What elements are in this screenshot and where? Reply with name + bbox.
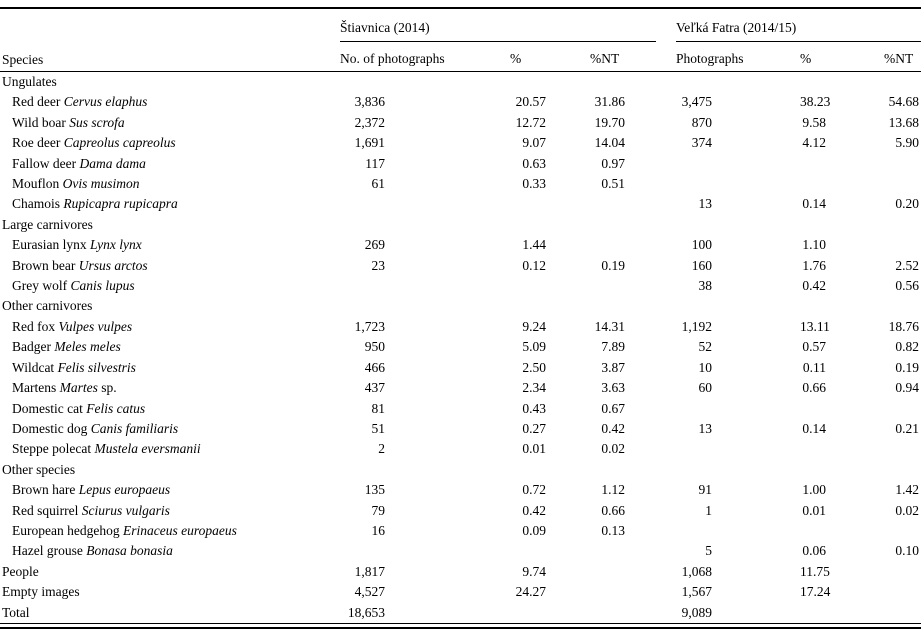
value-cell xyxy=(800,296,884,316)
species-latin-name: Sus scrofa xyxy=(69,114,125,130)
species-column-header: Species xyxy=(0,8,340,72)
value-cell: 14.31 xyxy=(594,318,626,334)
value-cell xyxy=(800,154,884,174)
group-header-stiavnica: Štiavnica (2014) xyxy=(340,8,656,42)
spacer-cell xyxy=(656,215,676,235)
value-cell xyxy=(884,439,921,459)
value-cell xyxy=(800,460,884,480)
value-cell: 79 xyxy=(371,502,385,518)
species-latin-name: Dama dama xyxy=(79,155,146,171)
table-row xyxy=(0,133,921,153)
species-cell xyxy=(0,378,340,398)
value-cell xyxy=(590,215,656,235)
species-cell xyxy=(0,358,340,378)
value-cell: 0.51 xyxy=(601,176,626,192)
value-cell xyxy=(590,541,656,561)
group-row xyxy=(0,72,921,93)
spacer-cell xyxy=(656,460,676,480)
species-cell xyxy=(0,521,340,541)
spacer-cell xyxy=(656,603,676,624)
species-common-name: Chamois xyxy=(12,196,64,212)
value-cell xyxy=(590,460,656,480)
value-cell: 0.27 xyxy=(522,420,546,436)
value-cell: 1,723 xyxy=(354,318,385,334)
value-cell xyxy=(884,215,921,235)
value-cell: 2,372 xyxy=(354,114,385,130)
value-cell xyxy=(340,541,505,561)
value-cell: 0.11 xyxy=(802,359,827,375)
value-cell: 0.57 xyxy=(802,339,827,355)
value-cell xyxy=(505,215,590,235)
value-cell xyxy=(505,603,590,624)
species-common-name: Hazel grouse xyxy=(12,543,87,559)
spacer-cell xyxy=(656,399,676,419)
value-cell xyxy=(800,215,884,235)
value-cell xyxy=(590,296,656,316)
value-cell: 24.27 xyxy=(515,584,546,600)
value-cell: 117 xyxy=(365,155,385,171)
species-latin-name: Mustela eversmanii xyxy=(94,441,201,457)
value-cell xyxy=(676,154,800,174)
species-latin-name: Erinaceus europaeus xyxy=(122,522,237,538)
species-latin-name: Meles meles xyxy=(54,339,121,355)
value-cell: 437 xyxy=(364,380,385,396)
spacer-cell xyxy=(656,194,676,214)
species-cell xyxy=(0,276,340,296)
table-row xyxy=(0,317,921,337)
value-cell: 0.14 xyxy=(802,196,827,212)
col-header-pctnt-velka-fatra: %NT xyxy=(884,42,921,72)
species-cell xyxy=(0,317,340,337)
value-cell: 0.14 xyxy=(802,420,827,436)
species-cell xyxy=(0,501,340,521)
value-cell: 0.06 xyxy=(802,543,827,559)
species-common-name: Martens xyxy=(12,380,60,396)
value-cell: 3,836 xyxy=(354,94,385,110)
group-label-cell: Other carnivores xyxy=(2,298,93,314)
value-cell: 1.10 xyxy=(802,237,827,253)
species-cell xyxy=(0,439,340,459)
species-latin-name: Felis catus xyxy=(86,400,146,416)
species-latin-name: Ursus arctos xyxy=(78,257,148,273)
value-cell: 0.20 xyxy=(895,196,920,212)
species-common-name: Red deer xyxy=(12,94,64,110)
value-cell: 1,817 xyxy=(354,563,385,579)
value-cell: 23 xyxy=(371,257,385,273)
table-row xyxy=(0,92,921,112)
species-latin-name: Vulpes vulpes xyxy=(58,318,133,334)
value-cell: 17.24 xyxy=(800,584,831,600)
value-cell xyxy=(505,296,590,316)
value-cell: 1,567 xyxy=(681,584,713,600)
species-common-name: Red fox xyxy=(12,318,59,334)
value-cell: 9.07 xyxy=(522,135,546,151)
table-row xyxy=(0,113,921,133)
table-row xyxy=(0,439,921,459)
species-latin-name: Cervus elaphus xyxy=(63,94,148,110)
value-cell: 0.21 xyxy=(895,420,920,436)
species-common-name: Steppe polecat xyxy=(12,441,95,457)
value-cell: 13.11 xyxy=(800,318,830,334)
value-cell xyxy=(800,174,884,194)
col-header-pct-stiavnica: % xyxy=(505,42,590,72)
species-cell xyxy=(0,541,340,561)
species-latin-name: Capreolus capreolus xyxy=(63,135,176,151)
value-cell: 0.01 xyxy=(522,441,546,457)
value-cell xyxy=(884,296,921,316)
value-cell: 16 xyxy=(371,522,385,538)
header-spacer xyxy=(656,8,676,72)
value-cell: 54.68 xyxy=(888,94,920,110)
species-latin-name: Canis lupus xyxy=(70,278,135,294)
value-cell: 160 xyxy=(691,257,713,273)
value-cell xyxy=(340,194,505,214)
value-cell: 3.63 xyxy=(601,380,626,396)
group-row xyxy=(0,215,921,235)
species-common-name: Red squirrel xyxy=(12,502,82,518)
value-cell: 2.52 xyxy=(895,257,920,273)
group-label-cell: Large carnivores xyxy=(2,216,93,232)
species-cell xyxy=(0,92,340,112)
value-cell xyxy=(505,460,590,480)
species-latin-name: Lepus europaeus xyxy=(78,482,171,498)
value-cell: 0.72 xyxy=(522,482,546,498)
species-cell xyxy=(0,235,340,255)
value-cell xyxy=(590,194,656,214)
value-cell: 7.89 xyxy=(601,339,626,355)
species-cell xyxy=(0,154,340,174)
spacer-cell xyxy=(656,378,676,398)
value-cell xyxy=(590,562,656,582)
spacer-cell xyxy=(656,439,676,459)
value-cell xyxy=(505,541,590,561)
value-cell: 3,475 xyxy=(681,94,713,110)
col-header-pctnt-stiavnica: %NT xyxy=(590,42,656,72)
table-row xyxy=(0,276,921,296)
species-cell: Total xyxy=(2,604,30,620)
value-cell xyxy=(884,72,921,93)
table-bottom-rule xyxy=(0,627,921,629)
spacer-cell xyxy=(656,541,676,561)
species-cell xyxy=(0,174,340,194)
group-header-row xyxy=(0,8,921,42)
species-common-name: Fallow deer xyxy=(12,155,80,171)
value-cell: 2.34 xyxy=(522,380,546,396)
value-cell: 0.02 xyxy=(895,502,920,518)
value-cell: 10 xyxy=(698,359,713,375)
value-cell xyxy=(884,174,921,194)
table-row xyxy=(0,521,921,541)
value-cell: 1.12 xyxy=(601,482,626,498)
value-cell xyxy=(676,460,800,480)
value-cell: 0.19 xyxy=(601,257,626,273)
group-label-cell: Ungulates xyxy=(2,74,57,89)
value-cell: 9.24 xyxy=(522,318,546,334)
value-cell: 13 xyxy=(698,196,713,212)
value-cell xyxy=(676,174,800,194)
table-row xyxy=(0,501,921,521)
species-cell xyxy=(0,337,340,357)
spacer-cell xyxy=(656,72,676,93)
value-cell xyxy=(676,521,800,541)
group-row xyxy=(0,460,921,480)
value-cell: 51 xyxy=(371,420,385,436)
value-cell: 18,653 xyxy=(347,604,385,620)
species-latin-name: Canis familiaris xyxy=(90,420,179,436)
value-cell: 0.13 xyxy=(601,522,626,538)
value-cell: 2.50 xyxy=(522,359,546,375)
spacer-cell xyxy=(656,276,676,296)
value-cell xyxy=(800,439,884,459)
spacer-cell xyxy=(656,582,676,602)
value-cell: 269 xyxy=(364,237,385,253)
spacer-cell xyxy=(656,317,676,337)
spacer-cell xyxy=(656,296,676,316)
value-cell xyxy=(884,235,921,255)
value-cell xyxy=(340,72,505,93)
value-cell: 0.42 xyxy=(601,420,626,436)
value-cell xyxy=(590,235,656,255)
species-cell: Empty images xyxy=(2,584,80,600)
value-cell: 81 xyxy=(371,400,385,416)
group-header-velka-fatra: Veľká Fatra (2014/15) xyxy=(676,8,921,42)
species-common-name: Roe deer xyxy=(12,135,64,151)
value-cell xyxy=(800,603,884,624)
spacer-cell xyxy=(656,235,676,255)
value-cell: 0.12 xyxy=(522,257,546,273)
value-cell: 5 xyxy=(705,543,713,559)
value-cell: 14.04 xyxy=(594,135,626,151)
table-row xyxy=(0,337,921,357)
value-cell xyxy=(676,439,800,459)
value-cell: 1,192 xyxy=(681,318,713,334)
value-cell: 13.68 xyxy=(888,114,920,130)
spacer-cell xyxy=(656,501,676,521)
table-row xyxy=(0,174,921,194)
value-cell xyxy=(884,154,921,174)
value-cell: 0.67 xyxy=(601,400,626,416)
value-cell xyxy=(340,215,505,235)
spacer-cell xyxy=(656,562,676,582)
spacer-cell xyxy=(656,174,676,194)
spacer-cell xyxy=(656,154,676,174)
value-cell xyxy=(884,562,921,582)
value-cell: 5.09 xyxy=(522,339,546,355)
table-row xyxy=(0,378,921,398)
col-header-pct-velka-fatra: % xyxy=(800,42,884,72)
spacer-cell xyxy=(656,337,676,357)
value-cell: 9.58 xyxy=(802,114,827,130)
species-common-name: Brown hare xyxy=(12,482,79,498)
species-common-name: Wildcat xyxy=(12,359,58,375)
value-cell: 0.82 xyxy=(895,339,920,355)
value-cell xyxy=(590,72,656,93)
value-cell: 61 xyxy=(371,176,385,192)
value-cell xyxy=(884,460,921,480)
value-cell: 1.42 xyxy=(895,482,920,498)
spacer-cell xyxy=(656,419,676,439)
value-cell: 1.44 xyxy=(522,237,546,253)
value-cell: 20.57 xyxy=(515,94,546,110)
value-cell: 950 xyxy=(364,339,385,355)
value-cell: 466 xyxy=(364,359,385,375)
value-cell: 60 xyxy=(698,380,713,396)
group-row xyxy=(0,296,921,316)
value-cell: 0.19 xyxy=(895,359,920,375)
table-header xyxy=(0,8,921,72)
value-cell: 0.42 xyxy=(522,502,546,518)
col-header-photographs-stiavnica: No. of photographs xyxy=(340,42,505,72)
species-common-name: Mouflon xyxy=(12,176,63,192)
value-cell: 0.43 xyxy=(522,400,546,416)
species-common-name: Grey wolf xyxy=(12,278,71,294)
col-header-photographs-velka-fatra: Photographs xyxy=(676,42,800,72)
spacer-cell xyxy=(656,358,676,378)
species-common-name: Badger xyxy=(12,339,55,355)
value-cell xyxy=(340,460,505,480)
table-row xyxy=(0,541,921,561)
species-common-name: Domestic dog xyxy=(12,420,91,436)
species-common-name: Eurasian lynx xyxy=(12,237,90,253)
species-common-name: European hedgehog xyxy=(12,522,123,538)
species-latin-name: Ovis musimon xyxy=(62,176,140,192)
value-cell xyxy=(884,603,921,624)
species-common-name: Domestic cat xyxy=(12,400,87,416)
table-row xyxy=(0,603,921,624)
value-cell: 19.70 xyxy=(594,114,626,130)
species-cell xyxy=(0,419,340,439)
value-cell: 1 xyxy=(705,502,713,518)
table-row xyxy=(0,399,921,419)
table-row xyxy=(0,480,921,500)
value-cell: 1,691 xyxy=(354,135,385,151)
value-cell: 91 xyxy=(698,482,713,498)
species-latin-name: Sciurus vulgaris xyxy=(81,502,170,518)
value-cell: 12.72 xyxy=(515,114,546,130)
spacer-cell xyxy=(656,133,676,153)
species-name-suffix: sp. xyxy=(97,380,117,396)
value-cell: 0.33 xyxy=(522,176,546,192)
table-row xyxy=(0,582,921,602)
species-common-name: Wild boar xyxy=(12,114,70,130)
species-latin-name: Felis silvestris xyxy=(57,359,136,375)
species-cell xyxy=(0,113,340,133)
spacer-cell xyxy=(656,256,676,276)
table-row xyxy=(0,562,921,582)
value-cell: 2 xyxy=(378,441,385,457)
value-cell xyxy=(676,215,800,235)
value-cell: 0.01 xyxy=(802,502,827,518)
value-cell xyxy=(505,194,590,214)
value-cell: 0.10 xyxy=(895,543,920,559)
value-cell: 38.23 xyxy=(800,94,831,110)
table-row xyxy=(0,256,921,276)
table-row xyxy=(0,194,921,214)
value-cell: 3.87 xyxy=(601,359,626,375)
value-cell: 11.75 xyxy=(800,563,830,579)
value-cell xyxy=(676,72,800,93)
value-cell: 1.00 xyxy=(802,482,827,498)
spacer-cell xyxy=(656,480,676,500)
species-cell xyxy=(0,480,340,500)
value-cell xyxy=(590,603,656,624)
species-latin-name: Lynx lynx xyxy=(89,237,142,253)
value-cell xyxy=(884,521,921,541)
value-cell: 0.66 xyxy=(601,502,626,518)
value-cell: 0.42 xyxy=(802,278,827,294)
table-row xyxy=(0,154,921,174)
value-cell: 18.76 xyxy=(888,318,920,334)
value-cell: 9,089 xyxy=(681,604,713,620)
value-cell xyxy=(800,399,884,419)
value-cell: 38 xyxy=(698,278,713,294)
value-cell: 135 xyxy=(364,482,385,498)
value-cell xyxy=(884,582,921,602)
value-cell: 9.74 xyxy=(522,563,546,579)
species-latin-name: Bonasa bonasia xyxy=(86,543,173,559)
value-cell xyxy=(590,582,656,602)
table-row xyxy=(0,235,921,255)
value-cell: 31.86 xyxy=(594,94,626,110)
value-cell: 870 xyxy=(691,114,713,130)
value-cell: 0.63 xyxy=(522,155,546,171)
value-cell: 374 xyxy=(691,135,713,151)
species-cell: People xyxy=(2,563,39,579)
species-table xyxy=(0,7,921,624)
value-cell: 100 xyxy=(691,237,713,253)
species-common-name: Brown bear xyxy=(12,257,79,273)
species-latin-name: Martes xyxy=(59,380,98,396)
value-cell: 0.97 xyxy=(601,155,626,171)
spacer-cell xyxy=(656,521,676,541)
table-body xyxy=(0,72,921,624)
value-cell: 1.76 xyxy=(802,257,827,273)
value-cell: 4.12 xyxy=(802,135,827,151)
value-cell: 1,068 xyxy=(681,563,713,579)
species-cell xyxy=(0,133,340,153)
value-cell: 0.02 xyxy=(601,441,626,457)
value-cell: 5.90 xyxy=(895,135,920,151)
value-cell: 0.66 xyxy=(802,380,827,396)
value-cell: 0.94 xyxy=(895,380,920,396)
group-label-cell: Other species xyxy=(2,461,76,477)
value-cell xyxy=(340,276,505,296)
value-cell: 0.56 xyxy=(895,278,920,294)
value-cell xyxy=(505,276,590,296)
value-cell: 4,527 xyxy=(354,584,385,600)
value-cell xyxy=(505,72,590,93)
table-row xyxy=(0,358,921,378)
species-cell xyxy=(0,399,340,419)
value-cell xyxy=(676,399,800,419)
value-cell: 52 xyxy=(698,339,713,355)
value-cell xyxy=(800,521,884,541)
table-row xyxy=(0,419,921,439)
value-cell xyxy=(676,296,800,316)
species-latin-name: Rupicapra rupicapra xyxy=(63,196,178,212)
spacer-cell xyxy=(656,113,676,133)
value-cell xyxy=(884,399,921,419)
species-cell xyxy=(0,194,340,214)
species-cell xyxy=(0,256,340,276)
value-cell xyxy=(800,72,884,93)
value-cell: 13 xyxy=(698,420,713,436)
value-cell xyxy=(590,276,656,296)
value-cell: 0.09 xyxy=(522,522,546,538)
value-cell xyxy=(340,296,505,316)
spacer-cell xyxy=(656,92,676,112)
